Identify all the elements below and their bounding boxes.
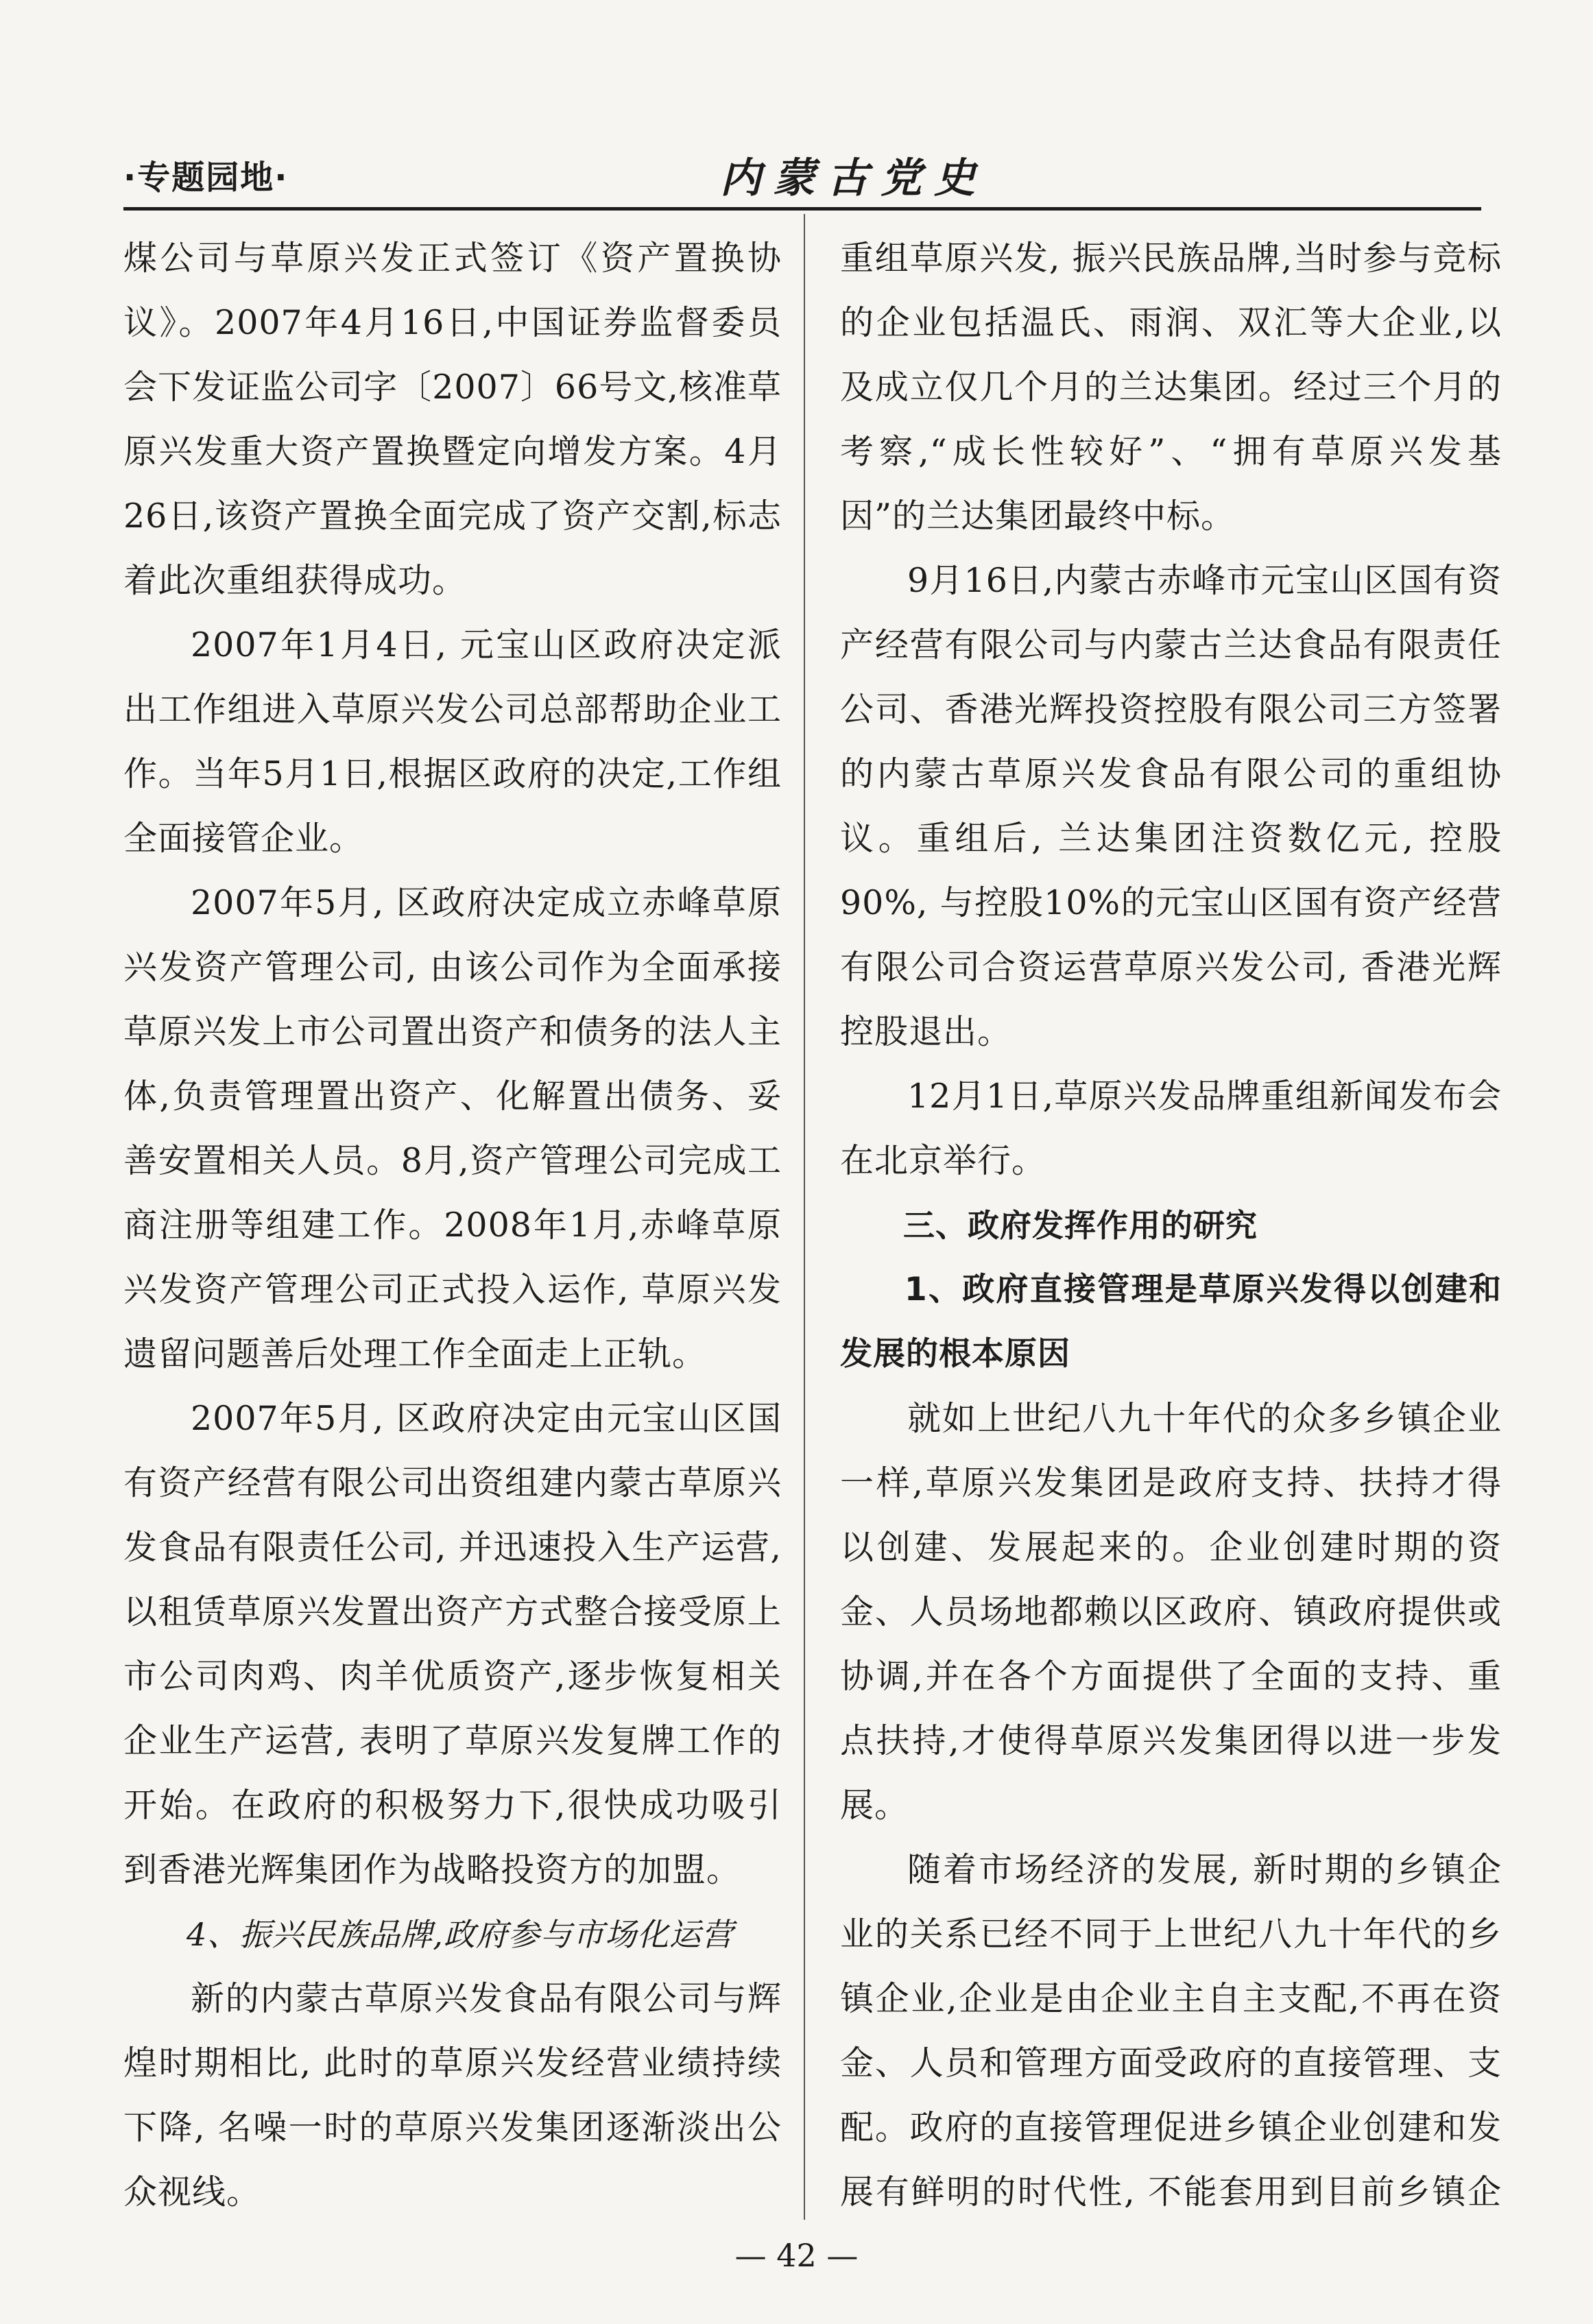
paragraph: 12月1日,草原兴发品牌重组新闻发布会在北京举行。 [840, 1077, 1502, 1180]
paragraph: 随着市场经济的发展, 新时期的乡镇企业的关系已经不同于上世纪八九十年代的乡镇企业,企业是由企业主自主支配,不再在资金、人员和管理方面受政府的直接管理、支配。政府的直接管理促进乡镇企业创建和发展有鲜明的时代性, 不能套用到目前乡镇企 [840, 1850, 1502, 2212]
paragraph: 新的内蒙古草原兴发食品有限公司与辉煌时期相比, 此时的草原兴发经营业绩持续下降, 名噪一时的草原兴发集团逐渐淡出公众视线。 [123, 1979, 782, 2212]
page-number: — 42 — [734, 2237, 859, 2274]
header-rule [123, 207, 1481, 211]
paragraph: 2007年5月, 区政府决定成立赤峰草原兴发资产管理公司, 由该公司作为全面承接草原兴发上市公司置出资产和债务的法人主体,负责管理置出资产、化解置出债务、妥善安置相关人员。8月,资产管理公司完成工商注册等组建工作。2008年1月,赤峰草原兴发资产管理公司正式投入运作, 草原兴发遗留问题善后处理工作全面走上正轨。 [123, 883, 782, 1374]
column-divider [804, 214, 805, 2220]
paragraph: 9月16日,内蒙古赤峰市元宝山区国有资产经营有限公司与内蒙古兰达食品有限责任公司、香港光辉投资控股有限公司三方签署的内蒙古草原兴发食品有限公司的重组协议。重组后, 兰达集团注资数亿元, 控股90%, 与控股10%的元宝山区国有资产经营有限公司合资运营草原兴发公司, 香港光辉控股退出。 [840, 561, 1502, 1051]
paragraph: 2007年5月, 区政府决定由元宝山区国有资产经营有限公司出资组建内蒙古草原兴发食品有限责任公司, 并迅速投入生产运营, 以租赁草原兴发置出资产方式整合接受原上市公司肉鸡、肉羊优质资产,逐步恢复相关企业生产运营, 表明了草原兴发复牌工作的开始。在政府的积极努力下,很快成功吸引到香港光辉集团作为战略投资方的加盟。 [123, 1399, 782, 1889]
section-heading: 三、政府发挥作用的研究 [903, 1207, 1258, 1244]
left-column [123, 226, 782, 2215]
subsection-heading: 4、振兴民族品牌,政府参与市场化运营 [187, 1916, 734, 1953]
paragraph: 煤公司与草原兴发正式签订《资产置换协议》。2007年4月16日,中国证券监督委员会下发证监公司字〔2007〕66号文,核准草原兴发重大资产置换暨定向增发方案。4月26日,该资产置换全面完成了资产交割,标志着此次重组获得成功。 [123, 239, 782, 600]
journal-title: 内蒙古党史 [720, 154, 987, 202]
page-header [123, 144, 1481, 206]
paragraph: 2007年1月4日, 元宝山区政府决定派出工作组进入草原兴发公司总部帮助企业工作。当年5月1日,根据区政府的决定,工作组全面接管企业。 [123, 625, 782, 858]
paragraph: 重组草原兴发, 振兴民族品牌,当时参与竞标的企业包括温氏、雨润、双汇等大企业,以及成立仅几个月的兰达集团。经过三个月的考察,“成长性较好”、“拥有草原兴发基因”的兰达集团最终中标。 [840, 239, 1502, 536]
section-tag: ·专题园地· [123, 158, 289, 197]
subsection-heading: 1、政府直接管理是草原兴发得以创建和发展的根本原因 [840, 1271, 1502, 1373]
paragraph: 就如上世纪八九十年代的众多乡镇企业一样,草原兴发集团是政府支持、扶持才得以创建、发展起来的。企业创建时期的资金、人员场地都赖以区政府、镇政府提供或协调,并在各个方面提供了全面的支持、重点扶持,才使得草原兴发集团得以进一步发展。 [840, 1399, 1502, 1825]
right-column [840, 226, 1502, 2215]
